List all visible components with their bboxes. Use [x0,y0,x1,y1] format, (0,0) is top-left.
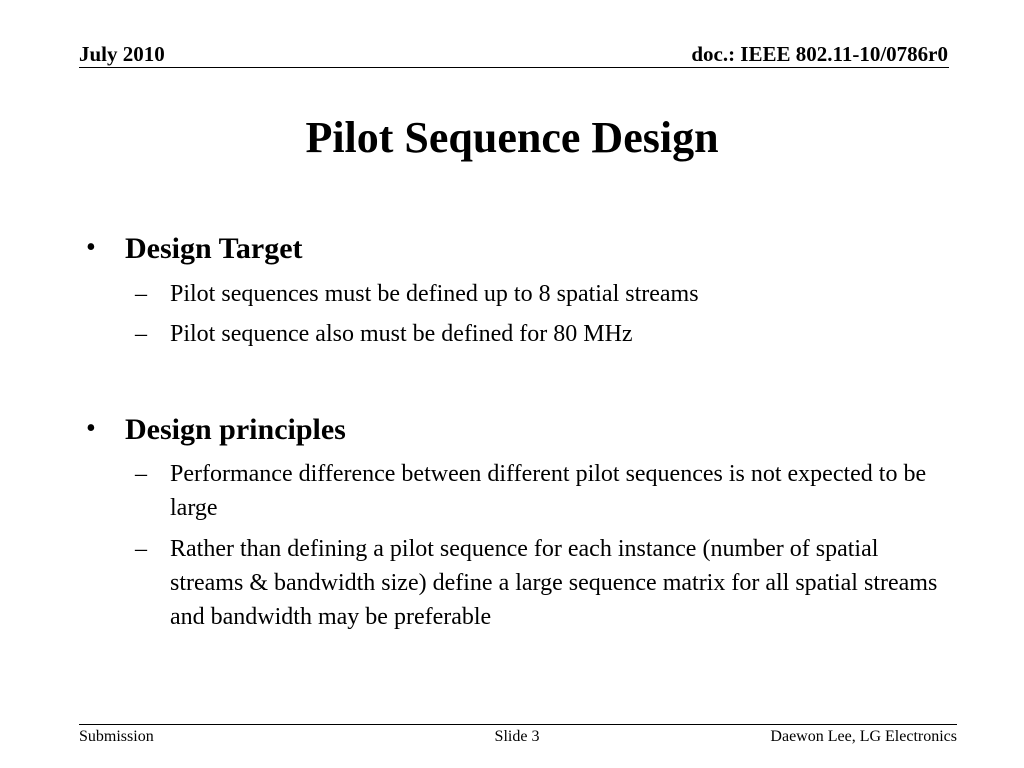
header-doc-id: doc.: IEEE 802.11-10/0786r0 [691,42,948,66]
sub-bullet-marker: – [135,536,147,562]
sub-bullet-marker: – [135,281,147,307]
header-date: July 2010 [79,42,165,66]
bullet-design-principles: Design principles [125,413,346,446]
footer-slide-number: Slide 3 [494,728,540,745]
bullet-marker: • [86,232,96,263]
footer-submission: Submission [79,728,154,745]
slide-title: Pilot Sequence Design [305,113,719,162]
sub-bullet-text: Pilot sequence also must be defined for 80 MHz [170,321,633,347]
sub-bullet-marker: – [135,461,147,487]
sub-bullet-marker: – [135,321,147,347]
bullet-design-target: Design Target [125,232,303,265]
sub-bullet-text: Performance difference between different pilot sequences is not expected to be large [170,461,927,521]
sub-bullet-text: Pilot sequences must be defined up to 8 spatial streams [170,281,699,307]
sub-bullet-text: Rather than defining a pilot sequence for each instance (number of spatial streams & bandwidth size) define a large sequence matrix for all spatial streams and bandwidth may be preferable [170,536,938,630]
bullet-marker: • [86,413,96,444]
footer-author: Daewon Lee, LG Electronics [770,728,957,745]
footer-divider [79,724,957,725]
